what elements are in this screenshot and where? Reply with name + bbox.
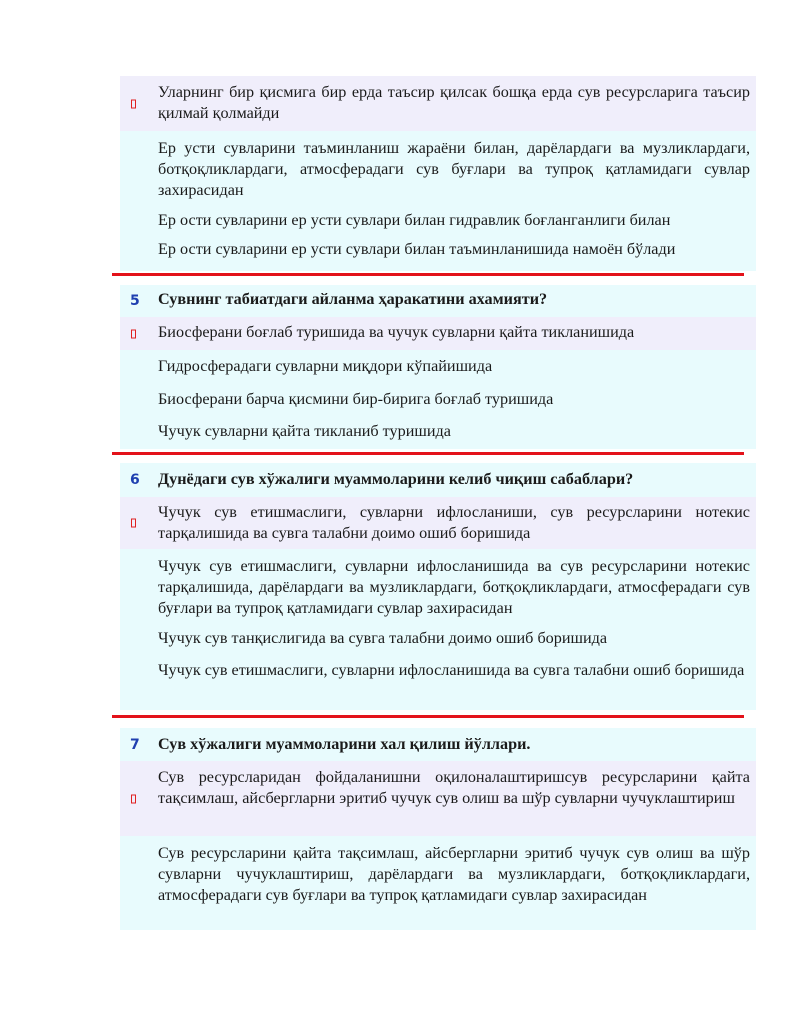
correct-answer-marker-icon (131, 329, 136, 338)
correct-answer-marker-icon (131, 519, 136, 528)
question-text: Сувнинг табиатдаги айланма ҳаракатини ахамияти? (158, 290, 548, 308)
option-row (120, 836, 756, 930)
option-text: Сув ресурсларини қайта тақсимлаш, айсбергларни эритиб чучук сув олиш ва шўр сувларни чучуклаштириш, дарёлардаги ва музликлардаги, ботқоқликлардаги, атмосферадаги сув буғлари ва тупроқ қатламидаги сувлар захирасидан (158, 844, 750, 904)
correct-answer-marker-icon (131, 794, 136, 803)
question-block-continued (120, 76, 756, 271)
question-block-6 (120, 463, 756, 710)
option-row-correct (120, 76, 756, 131)
option-row (120, 239, 756, 271)
option-row-correct (120, 317, 756, 350)
question-row (120, 463, 756, 497)
question-row (120, 728, 756, 761)
question-number: 7 (130, 736, 140, 753)
option-row (120, 623, 756, 655)
option-text: Чучук сув етишмаслиги, сувларни ифлосланишида ва сувга талабни ошиб боришида (158, 661, 745, 679)
option-row-correct (120, 497, 756, 549)
option-text: Чучук сув етишмаслиги, сувларни ифлосланиши, сув ресурсларини нотекис тарқалишида ва сувга талабни доимо ошиб боришида (158, 503, 750, 542)
question-text: Сув хўжалиги муаммоларини хал қилиш йўллари. (158, 735, 531, 753)
option-row (120, 416, 756, 449)
option-row (120, 655, 756, 710)
question-row (120, 285, 756, 317)
option-text: Чучук сувларни қайта тикланиб туришида (158, 422, 451, 440)
option-row-correct (120, 761, 756, 836)
correct-answer-marker-icon (131, 99, 136, 108)
option-text: Чучук сув етишмаслиги, сувларни ифлосланишида ва сув ресурсларини нотекис тарқалишида, дарёлардаги ва музликлардаги, ботқоқликлардаги, атмосферадаги сув буғлари ва тупроқ қатламидаги сувлар захирасидан (158, 557, 750, 617)
option-text: Биосферани боғлаб туришида ва чучук сувларни қайта тикланишида (158, 323, 635, 341)
option-text: Ер ости сувларини ер усти сувлари билан таъминланишида намоён бўлади (158, 240, 676, 258)
option-text: Уларнинг бир қисмига бир ерда таъсир қилсак бошқа ерда сув ресурсларига таъсир қилмай қолмайди (158, 83, 750, 122)
option-row (120, 131, 756, 207)
question-block-5 (120, 285, 756, 449)
option-row (120, 350, 756, 383)
option-row (120, 383, 756, 416)
option-text: Сув ресурсларидан фойдаланишни оқилоналаштиришсув ресурсларини қайта тақсимлаш, айсбергларни эритиб чучук сув олиш ва шўр сувларни чучуклаштириш (158, 768, 750, 807)
option-text: Биосферани барча қисмини бир-бирига боғлаб туришида (158, 390, 554, 408)
option-text: Чучук сув танқислигида ва сувга талабни доимо ошиб боришида (158, 629, 608, 647)
question-number: 6 (130, 472, 140, 488)
question-separator (112, 452, 744, 455)
option-row (120, 207, 756, 239)
option-text: Ер усти сувларини таъминланиш жараёни билан, дарёлардаги ва музликлардаги, ботқоқликлардаги, атмосферадаги сув буғлари ва тупроқ қатламидаги сувлар захирасидан (158, 139, 750, 199)
option-row (120, 549, 756, 623)
question-separator (112, 715, 744, 718)
question-block-7 (120, 728, 756, 930)
question-separator (112, 273, 744, 276)
option-text: Ер ости сувларини ер усти сувлари билан гидравлик боғланганлиги билан (158, 211, 671, 229)
option-text: Гидросферадаги сувларни миқдори кўпайишида (158, 357, 493, 375)
question-text: Дунёдаги сув хўжалиги муаммоларини келиб чиқиш сабаблари? (158, 470, 634, 488)
question-number: 5 (130, 293, 140, 309)
